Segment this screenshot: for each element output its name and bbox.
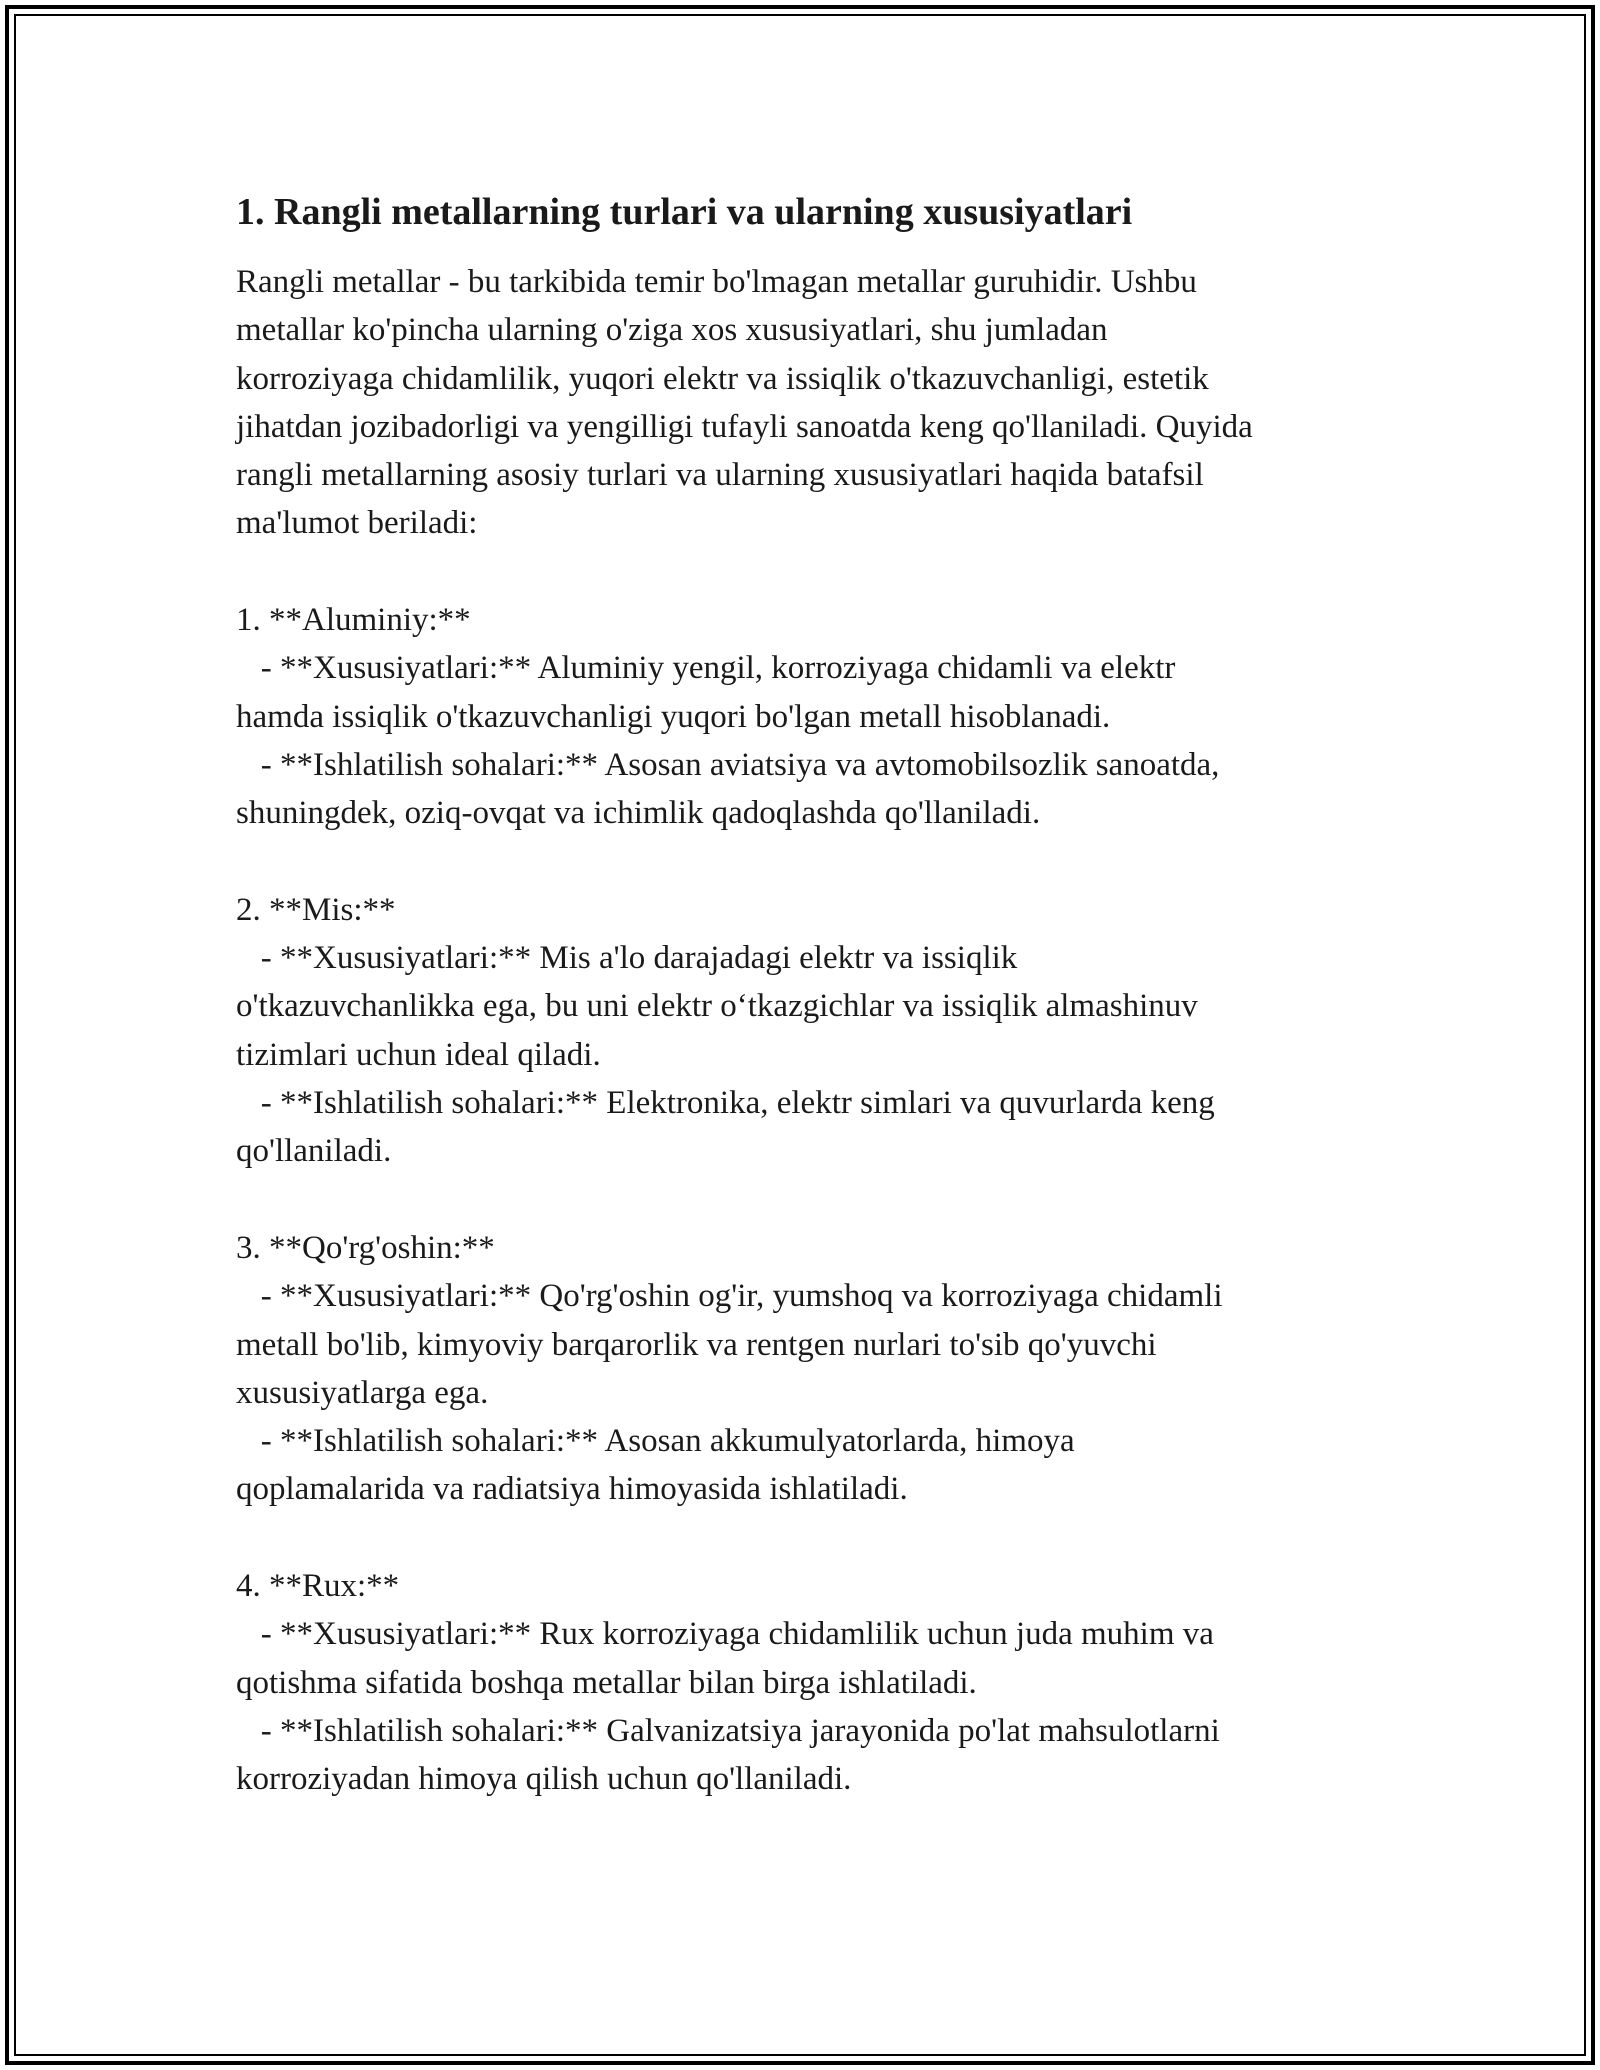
document-title: 1. Rangli metallarning turlari va ularning xususiyatlari <box>236 191 1133 233</box>
document-content <box>236 186 1386 1804</box>
document-body: Rangli metallar - bu tarkibida temir bo'lmagan metallar guruhidir. Ushbu metallar ko'pincha ularning o'ziga xos xususiyatlari, shu jumladan korroziyaga chidamlilik, yuqori elektr va issiqlik o'tkazuvchanligi, estetik jihatdan jozibadorligi va yengilligi tufayli sanoatda keng qo'llaniladi. Quyida rangli metallarning asosiy turlari va ularning xususiyatlari haqida batafsil ma'lumot beriladi: 1. **Aluminiy:** - **Xususiyatlari:** Aluminiy yengil, korroziyaga chidamli va elektr hamda issiqlik o'tkazuvchanligi yuqori bo'lgan metall hisoblanadi. - **Ishlatilish sohalari:** Asosan aviatsiya va avtomobilsozlik sanoatda, shuningdek, oziq-ovqat va ichimlik qadoqlashda qo'llaniladi. 2. **Mis:** - **Xususiyatlari:** Mis a'lo darajadagi elektr va issiqlik o'tkazuvchanlikka ega, bu uni elektr o‘tkazgichlar va issiqlik almashinuv tizimlari uchun ideal qiladi. - **Ishlatilish sohalari:** Elektronika, elektr simlari va quvurlarda keng qo'llaniladi. 3. **Qo'rg'oshin:** - **Xususiyatlari:** Qo'rg'oshin og'ir, yumshoq va korroziyaga chidamli metall bo'lib, kimyoviy barqarorlik va rentgen nurlari to'sib qo'yuvchi xususiyatlarga ega. - **Ishlatilish sohalari:** Asosan akkumulyatorlarda, himoya qoplamalarida va radiatsiya himoyasida ishlatiladi. 4. **Rux:** - **Xususiyatlari:** Rux korroziyaga chidamlilik uchun juda muhim va qotishma sifatida boshqa metallar bilan birga ishlatiladi. - **Ishlatilish sohalari:** Galvanizatsiya jarayonida po'lat mahsulotlarni korroziyadan himoya qilish uchun qo'llaniladi. <box>236 264 1253 1798</box>
